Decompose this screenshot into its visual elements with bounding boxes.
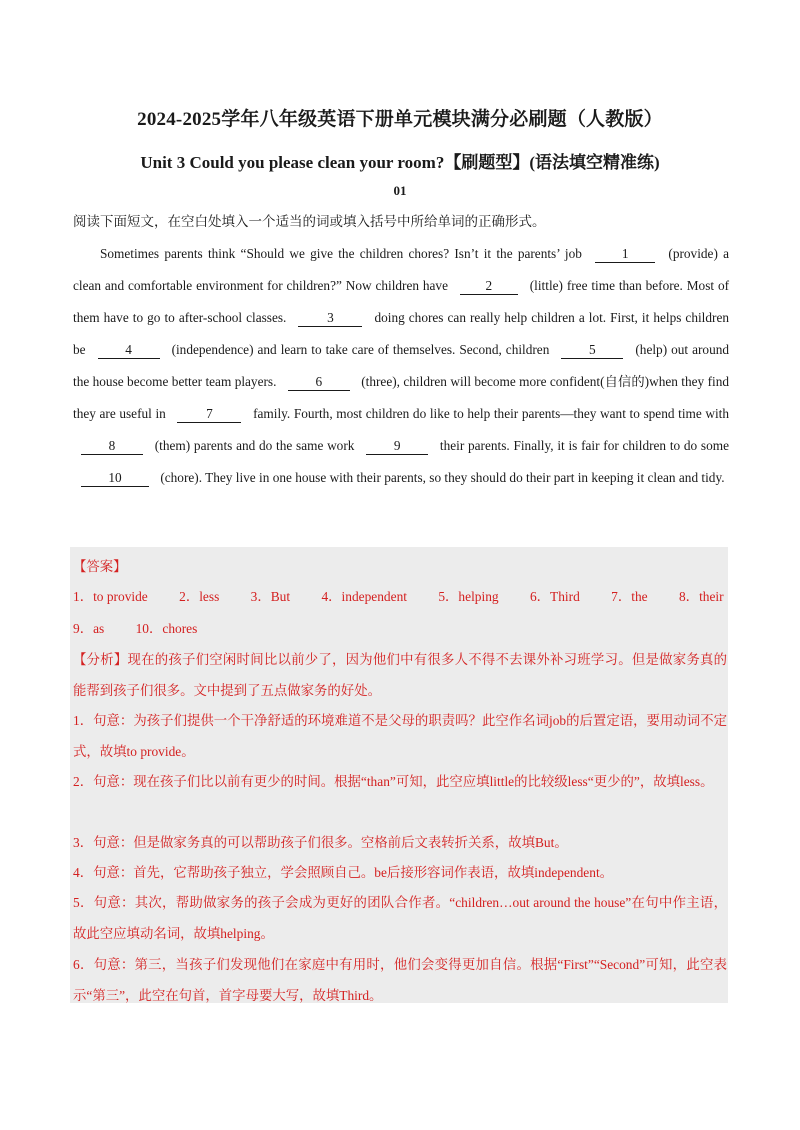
analysis-item-4: 4．句意：首先，它帮助孩子独立，学会照顾自己。be后接形容词作表语，故填independent。 — [73, 865, 614, 880]
answer-item: 9．as — [73, 621, 105, 636]
passage — [73, 238, 729, 494]
blank-2: 2 — [460, 279, 518, 295]
analysis-item-2: 2．句意：现在孩子们比以前有更少的时间。根据“than”可知，此空应填little的比较级less“更少的”，故填less。 — [73, 774, 714, 789]
answer-item: 3．But — [250, 589, 291, 604]
blank-10: 10 — [81, 471, 149, 487]
passage-text: (three), children will become more confident(自信的)when they find they are useful in — [73, 374, 730, 421]
answer-item: 8．their — [678, 589, 724, 604]
passage-text: (them) parents and do the same work — [154, 438, 355, 453]
instruction-text: 阅读下面短文，在空白处填入一个适当的词或填入括号中所给单词的正确形式。 — [73, 214, 546, 229]
blank-8: 8 — [81, 439, 143, 455]
question-number: 01 — [393, 183, 407, 198]
answer-item: 4．independent — [321, 589, 407, 604]
passage-text: (provide) a clean and comfortable environment for children?” Now children have — [73, 246, 730, 293]
analysis-item-1: 1．句意：为孩子们提供一个干净舒适的环境难道不是父母的职责吗？此空作名词job的后置定语，要用动词不定式，故填to provide。 — [73, 713, 727, 759]
passage-text: (little) free time than before. Most of them have to go to after-school classes. — [73, 278, 730, 325]
answer-item: 7．the — [611, 589, 648, 604]
blank-1: 1 — [595, 247, 655, 263]
blank-5: 5 — [561, 343, 623, 359]
blank-3: 3 — [298, 311, 362, 327]
blank-6: 6 — [288, 375, 350, 391]
passage-text: their parents. Finally, it is fair for children to do some — [439, 438, 729, 453]
document-subtitle: Unit 3 Could you please clean your room?【刷题型】(语法填空精准练) — [140, 153, 660, 172]
passage-text: (independence) and learn to take care of themselves. Second, children — [171, 342, 550, 357]
answer-list — [73, 586, 729, 605]
analysis-paragraph: 【分析】现在的孩子们空闲时间比以前少了，因为他们中有很多人不得不去课外补习班学习。但是做家务真的能帮到孩子们很多。文中提到了五点做家务的好处。 — [73, 652, 727, 698]
answer-item: 6．Third — [529, 589, 580, 604]
passage-text: Sometimes parents think “Should we give the children chores? Isn’t it the parents’ job — [100, 246, 582, 261]
analysis-item-6: 6．句意：第三，当孩子们发现他们在家庭中有用时，他们会变得更加自信。根据“First”“Second”可知，此空表示“第三”，此空在句首，首字母要大写，故填Third。 — [73, 957, 727, 1003]
answer-item: 5．helping — [438, 589, 499, 604]
passage-text: (help) out around the house become better team players. — [73, 342, 730, 389]
blank-7: 7 — [177, 407, 241, 423]
blank-4: 4 — [98, 343, 160, 359]
answer-list — [73, 618, 729, 637]
answer-item: 10．chores — [135, 621, 198, 636]
answer-item: 2．less — [179, 589, 220, 604]
blank-9: 9 — [366, 439, 428, 455]
analysis-item-3: 3．句意：但是做家务真的可以帮助孩子们很多。空格前后文表转折关系，故填But。 — [73, 835, 568, 850]
analysis-item-5: 5．句意：其次，帮助做家务的孩子会成为更好的团队合作者。“children…out around the house”在句中作主语，故此空应填动名词，故填helping。 — [73, 895, 727, 941]
document-title: 2024-2025学年八年级英语下册单元模块满分必刷题（人教版） — [137, 109, 663, 130]
passage-text: (chore). They live in one house with their parents, so they should do their part in keeping it clean and tidy. — [160, 470, 725, 485]
answer-item: 1．to provide — [73, 589, 148, 604]
passage-text: doing chores can really help children a lot. First, it helps children be — [73, 310, 730, 357]
answer-heading: 【答案】 — [73, 559, 127, 574]
passage-text: family. Fourth, most children do like to help their parents—they want to spend time with — [253, 406, 730, 421]
